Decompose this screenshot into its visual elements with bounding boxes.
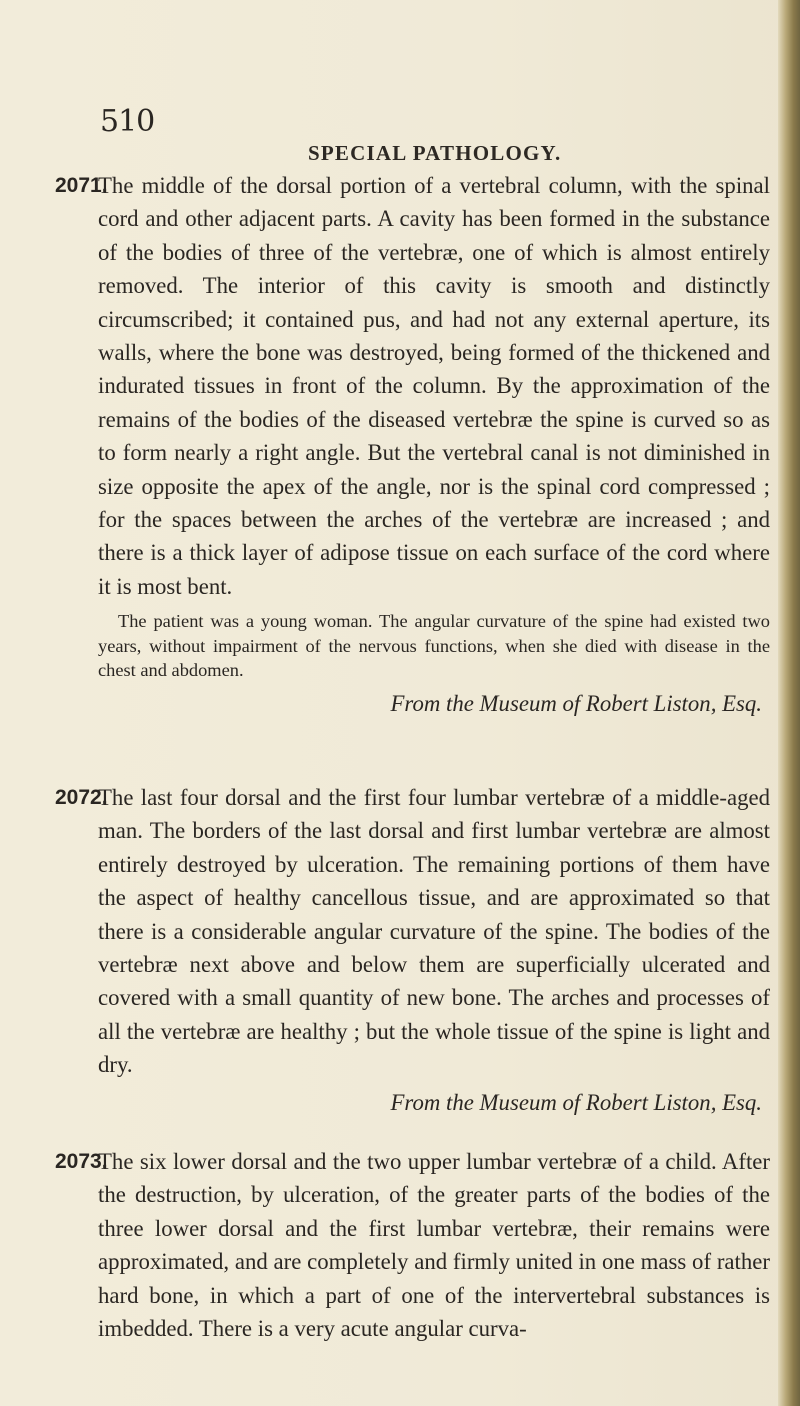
entry-text: The six lower dorsal and the two upper lumbar vertebræ of a child. After the destruction, by ulceration, of the greater parts of the bodies of the three lower dorsal and the first lumbar vertebræ, their remains were approximated, and are completely and firmly united in one mass of rather hard bone, in which a part of one of the intervertebral substances is imbedded. There is a very acute angular curva-: [98, 1149, 770, 1342]
running-head: SPECIAL PATHOLOGY.: [308, 141, 562, 165]
entry-text: The middle of the dorsal portion of a vertebral column, with the spinal cord and other adjacent parts. A cavity has been formed in the substance of the bodies of three of the vertebræ, one of which is almost entirely removed. The interior of this cavity is smooth and distinctly circumscribed; it contained pus, and had not any external aperture, its walls, where the bone was destroyed, being formed of the thickened and indurated tissues in front of the column. By the approximation of the remains of the bodies of the diseased vertebræ the spine is curved so as to form nearly a right angle. But the vertebral canal is not diminished in size opposite the apex of the angle, nor is the spinal cord compressed ; for the spaces between the arches of the vertebræ are increased ; and there is a thick layer of adipose tissue on each surface of the cord where it is most bent.: [98, 173, 770, 599]
entry-number: 2073.: [55, 1150, 108, 1173]
entry-source: From the Museum of Robert Liston, Esq.: [390, 691, 762, 717]
entry-2072: [55, 781, 770, 1119]
entry-note: The patient was a young woman. The angular curvature of the spine had existed two years, without impairment of the nervous functions, when she died with disease in the chest and abdomen.: [98, 611, 770, 681]
entry-2073: [55, 1145, 770, 1345]
entry-number: 2072.: [55, 786, 108, 809]
entry-text: The last four dorsal and the first four lumbar vertebræ of a middle-aged man. The borders of the last dorsal and first lumbar vertebræ are almost entirely destroyed by ulceration. The remaining portions of them have the aspect of healthy cancellous tissue, and are approximated so that there is a considerable angular curvature of the spine. The bodies of the vertebræ next above and below them are superficially ulcerated and covered with a small quantity of new bone. The arches and processes of all the vertebræ are healthy ; but the whole tissue of the spine is light and dry.: [98, 785, 770, 1078]
entry-source: From the Museum of Robert Liston, Esq.: [390, 1089, 762, 1115]
page-number: 510: [100, 104, 155, 139]
entry-number: 2071.: [55, 174, 108, 197]
page-binding-edge: [778, 0, 800, 1406]
entry-2071: [55, 169, 770, 720]
